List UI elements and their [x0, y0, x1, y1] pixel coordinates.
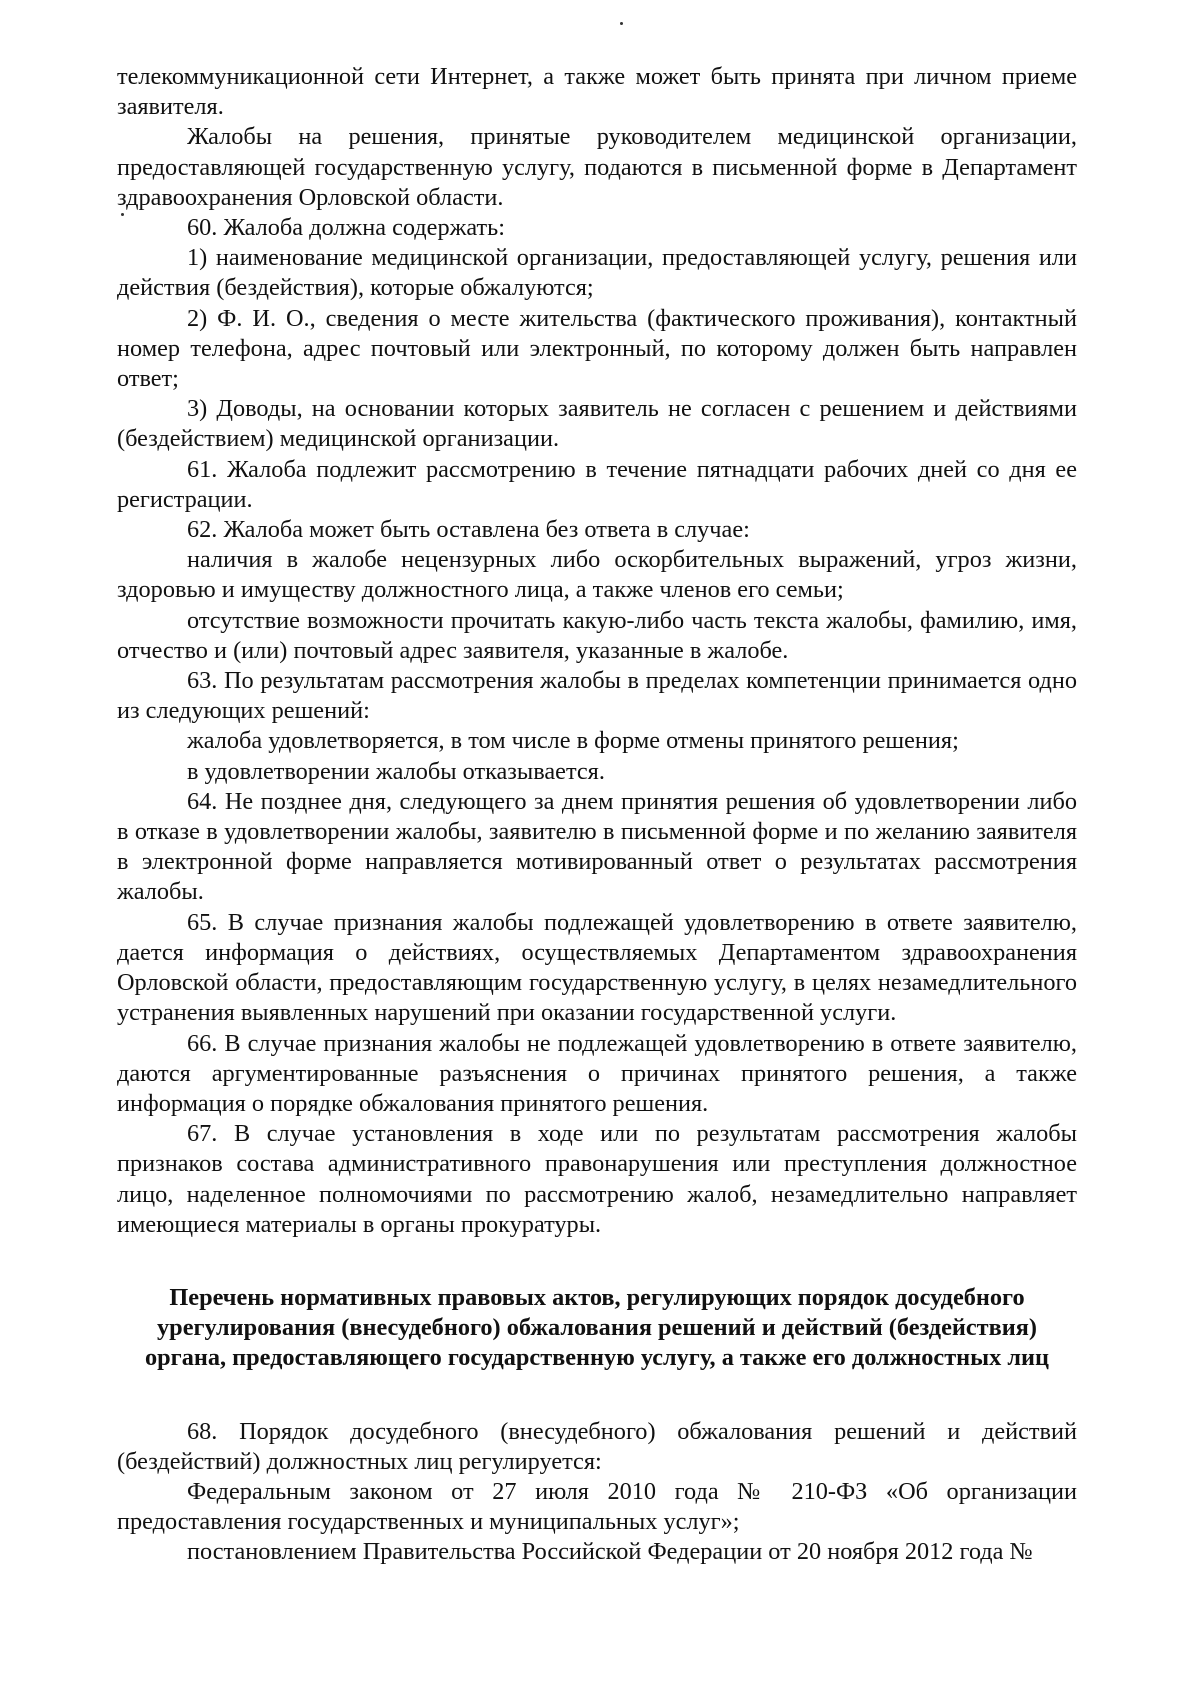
scan-speck [620, 22, 623, 25]
section-heading [117, 1283, 1077, 1374]
paragraph: 3) Доводы, на основании которых заявитель не согласен с решением и действиями (бездействием) медицинской организации. [117, 395, 1077, 453]
paragraph: 64. Не позднее дня, следующего за днем принятия решения об удовлетворении либо в отказе в удовлетворении жалобы, заявителю в письменной форме и по желанию заявителя в электронной форме направляется мотивированный ответ о результатах рассмотрения жалобы. [117, 787, 1077, 906]
paragraph: 62. Жалоба может быть оставлена без ответа в случае: [187, 516, 750, 544]
paragraph: постановлением Правительства Российской Федерации от 20 ноября 2012 года № [187, 1538, 1033, 1566]
document-page [117, 62, 1077, 1568]
body-text-top [117, 62, 1077, 1240]
paragraph: Федеральным законом от 27 июля 2010 года № 210-ФЗ «Об организации предоставления государственных и муниципальных услуг»; [117, 1477, 1077, 1536]
paragraph: 1) наименование медицинской организации, предоставляющей услугу, решения или действия (бездействия), которые обжалуются; [117, 244, 1077, 302]
paragraph: отсутствие возможности прочитать какую-либо часть текста жалобы, фамилию, имя, отчество и (или) почтовый адрес заявителя, указанные в жалобе. [117, 606, 1077, 664]
paragraph: 63. По результатам рассмотрения жалобы в пределах компетенции принимается одно из следующих решений: [117, 667, 1077, 725]
paragraph: 66. В случае признания жалобы не подлежащей удовлетворению в ответе заявителю, даются аргументированные разъяснения о причинах принятого решения, а также информация о порядке обжалования принятого решения. [117, 1029, 1077, 1117]
paragraph: жалоба удовлетворяется, в том числе в форме отмены принятого решения; [187, 727, 959, 755]
paragraph: в удовлетворении жалобы отказывается. [187, 757, 605, 785]
heading-line: органа, предоставляющего государственную услугу, а также его должностных лиц [145, 1344, 1049, 1372]
paragraph: 60. Жалоба должна содержать: [187, 214, 505, 242]
paragraph: наличия в жалобе нецензурных либо оскорбительных выражений, угроз жизни, здоровью и имуществу должностного лица, а также членов его семьи; [117, 546, 1077, 604]
paragraph: телекоммуникационной сети Интернет, а также может быть принята при личном приеме заявителя. [117, 63, 1077, 121]
heading-line: урегулирования (внесудебного) обжалования решений и действий (бездействия) [157, 1314, 1037, 1342]
paragraph: Жалобы на решения, принятые руководителем медицинской организации, предоставляющей государственную услугу, подаются в письменной форме в Департамент здравоохранения Орловской области. [117, 123, 1077, 211]
paragraph: 2) Ф. И. О., сведения о месте жительства (фактического проживания), контактный номер телефона, адрес почтовый или электронный, по которому должен быть направлен ответ; [117, 304, 1077, 393]
paragraph: 68. Порядок досудебного (внесудебного) обжалования решений и действий (бездействий) должностных лиц регулируется: [117, 1417, 1077, 1475]
body-text-bottom [117, 1417, 1077, 1568]
paragraph: 61. Жалоба подлежит рассмотрению в течение пятнадцати рабочих дней со дня ее регистрации. [117, 455, 1077, 513]
paragraph: 67. В случае установления в ходе или по результатам рассмотрения жалобы признаков состава административного правонарушения или преступления должностное лицо, наделенное полномочиями по рассмотрению жалоб, незамедлительно направляет имеющиеся материалы в органы прокуратуры. [117, 1120, 1077, 1238]
paragraph: 65. В случае признания жалобы подлежащей удовлетворению в ответе заявителю, дается информация о действиях, осуществляемых Департаментом здравоохранения Орловской области, предоставляющим государственную услугу, в целях незамедлительного устранения выявленных нарушений при оказании государственной услуги. [117, 908, 1077, 1027]
heading-line: Перечень нормативных правовых актов, регулирующих порядок досудебного [169, 1283, 1025, 1311]
